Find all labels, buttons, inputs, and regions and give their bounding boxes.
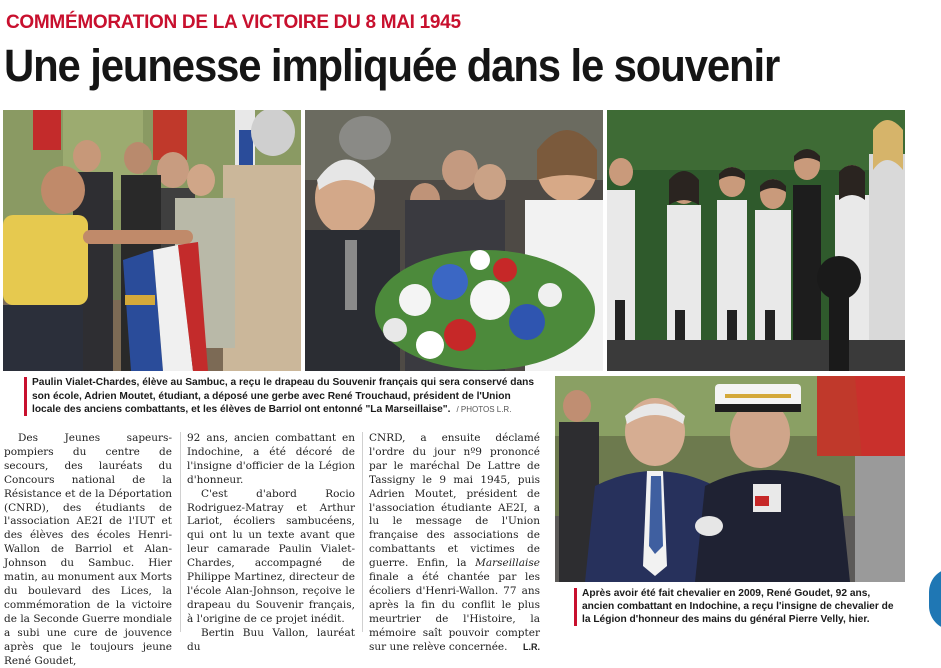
photo-caption-bottom (574, 587, 909, 627)
column-divider-2 (362, 432, 363, 632)
caption-top-line-3 (32, 403, 554, 417)
article-kicker: COMMÉMORATION DE LA VICTOIRE DU 8 MAI 1945 (6, 12, 461, 33)
article-column-3 (369, 432, 540, 655)
article-column-1 (4, 432, 172, 668)
article-column-2 (187, 432, 355, 655)
column-3-text-a: CNRD, a ensuite déclamé l'ordre du jour nº9 prononcé par le maréchal De Lattre de Tassigny le 9 mai 1945, puis Adrien Moutet, président de l'association étudiante AE2I, a lu le message de l'Union française des associations de combattants et victimes de guerre. Enfin, la (369, 432, 540, 570)
caption-top-line-3-text: locale des anciens combattants, et les élèves de Barriol ont entonné "La Marseillaise". (32, 404, 451, 416)
caption-top-line-2: son école, Adrien Moutet, étudiant, a déposé une gerbe avec René Trouchaud, président de l'Union (32, 390, 511, 402)
caption-bottom-line-2: ancien combattant en Indochine, a reçu l'insigne de chevalier de (582, 601, 894, 613)
photo-caption-top (24, 376, 554, 417)
column-2-paragraph-1: 92 ans, ancien combattant en Indochine, a été décoré de l'insigne d'officier de la Légion d'honneur. (187, 432, 355, 486)
photo-flag-handover (3, 110, 301, 371)
column-3-text-b: finale a été chantée par les écoliers d'Henri-Wallon. 77 ans après la fin du conflit le plus meurtrier de l'Histoire, la mémoire saît pouvoir compter sur une relève concernée. (369, 571, 540, 653)
caption-top-line-1: Paulin Vialet-Chardes, élève au Sambuc, a reçu le drapeau du Souvenir français qui sera conservé dans (32, 377, 535, 388)
photo-schoolchildren-singing (607, 110, 905, 371)
page-edge-tab (929, 568, 941, 630)
column-1-paragraph: Des Jeunes sapeurs-pompiers du centre de secours, des lauréats du Concours national de la Résistance et de la Déportation (CNRD), des étudiants de l'association AE2I de l'IUT et des élèves des écoles Henri-Wallon de Barriol et Alan-Johnson du Sambuc. Hier matin, au monument aux Morts du boulevard des Lices, la commémoration de la victoire de la Seconde Guerre mondiale a subi une cure de jouvence après que le toujours jeune René Goudet, (4, 432, 172, 667)
author-signature: L.R. (523, 641, 540, 652)
column-2-paragraph-3: Bertin Buu Vallon, lauréat du (187, 626, 355, 653)
column-divider-1 (180, 432, 181, 632)
caption-bottom-line-1: Après avoir été fait chevalier en 2009, René Goudet, 92 ans, (582, 588, 871, 599)
photo-credit: / PHOTOS L.R. (456, 405, 512, 415)
column-2-paragraph-2: C'est d'abord Rocio Rodriguez-Matray et Arthur Lariot, écoliers sambucéens, qui ont lu un texte avant que leur camarade Paulin Vialet-Chardes, accompagné de Philippe Martinez, directeur de l'école Alan-Johnson, reçoive le drapeau du Souvenir français, à l'origine de ce projet inédit. (187, 487, 355, 625)
photo-legion-honneur-ceremony (555, 376, 905, 582)
caption-bottom-line-3: la Légion d'honneur des mains du général Pierre Velly, hier. (582, 614, 870, 626)
article-headline: Une jeunesse impliquée dans le souvenir (4, 40, 780, 91)
column-3-paragraph (369, 432, 540, 655)
photo-wreath-laying (305, 110, 603, 371)
column-3-emphasis: Marseillaise (475, 557, 540, 570)
